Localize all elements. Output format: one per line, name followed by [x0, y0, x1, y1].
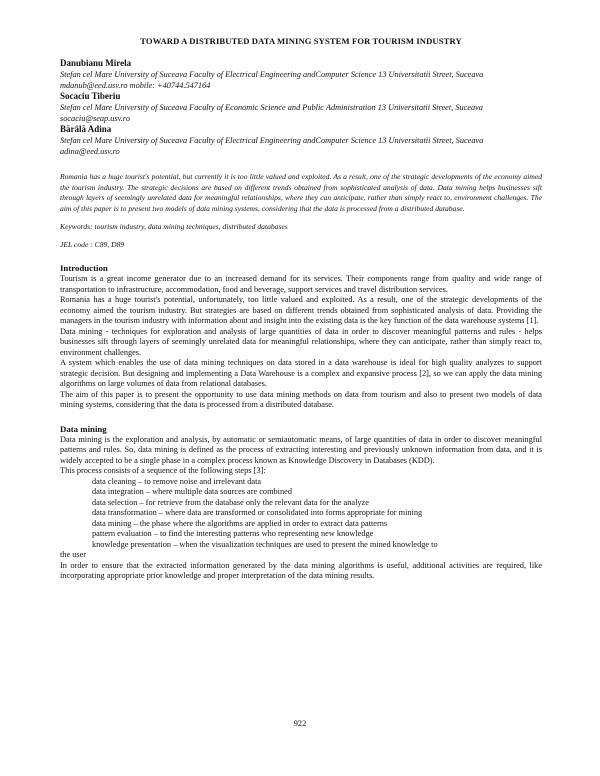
- list-item: pattern evaluation – to find the interesting patterns who representing new knowledge: [92, 529, 374, 539]
- keywords: Keywords: tourism industry, data mining techniques, distributed databases: [60, 222, 288, 232]
- author-affiliation-2: Stefan cel Mare University of Suceava Faculty of Economic Science and Public Administration 13 Universitatii Street, Suceava socaciu@seap.usv.ro: [60, 103, 483, 123]
- intro-paragraph: Tourism is a great income generator due to an increased demand for its services. Their components range from quality and wide range of transportation to infrastructure, accommodation, food and beverage, support services and travel distribution services.: [60, 274, 542, 294]
- kdd-steps-list: [60, 477, 542, 551]
- intro-paragraph: Data mining - techniques for exploration and analysis of large quantities of data in order to discover meaningful patterns and rules - helps businesses sift through layers of seemingly unrelated data for meaningful relationships, where they can anticipate, rather than simply react to, environment challenges.: [60, 326, 542, 357]
- introduction-heading: Introduction: [60, 263, 108, 274]
- author-block: [60, 58, 542, 157]
- list-item: data cleaning – to remove noise and irrelevant data: [92, 476, 262, 486]
- list-item: data selection – for retrieve from the database only the relevant data for the analyze: [92, 497, 369, 507]
- list-item: data integration – where multiple data sources are combined: [92, 487, 292, 497]
- intro-paragraph: A system which enables the use of data mining techniques on data stored in a data warehouse is ideal for high quality analyzes to support strategic decision. But designing and implementing a Data Warehouse is a complex and expansive process [2], so we can apply the data mining algorithms on large volumes of data from relational databases.: [60, 358, 542, 389]
- author-affiliation-1: Stefan cel Mare University of Suceava Faculty of Electrical Engineering andComputer Science 13 Universitatii Street, Suceava mdanub@eed.usv.ro mobile: +40744.547164: [60, 70, 484, 90]
- intro-paragraph: Romania has a huge tourist's potential, unfortunately, too little valued and exploited. As a result, one of the strategic developments of the economy aimed the tourism industry. But strategies are based on different trends obtained from sophisticated analysis of data. Providing the managers in the tourism industry with information about and insight into the existing data is the key function of the data warehouse systems [1].: [60, 295, 542, 326]
- data-mining-heading: Data mining: [60, 423, 107, 434]
- data-mining-closing: In order to ensure that the extracted information generated by the data mining algorithms is useful, additional activities are required, like incorporating appropriate prior knowledge and proper interpretation of the data mining results.: [60, 560, 542, 581]
- page-number: 922: [293, 719, 307, 728]
- author-name-2: Socaciu Tiberiu: [60, 91, 121, 101]
- jel-code: JEL code : C89, D89: [60, 240, 125, 250]
- author-name-3: Bărâlă Adina: [60, 124, 112, 134]
- data-mining-paragraph: Data mining is the exploration and analysis, by automatic or semiautomatic means, of large quantities of data in order to discover meaningful patterns and rules. So, data mining is defined as the process of extracting interesting and previously unknown information from data, and it is widely accepted to be a single phase in a complex process known as Knowledge Discovery in Databases (KDD).: [60, 434, 542, 465]
- intro-paragraph: The aim of this paper is to present the opportunity to use data mining methods on data from tourism and also to present two models of data mining systems, considering that the data is processed from a distributed database.: [60, 389, 542, 410]
- author-affiliation-3: Stefan cel Mare University of Suceava Faculty of Electrical Engineering andComputer Science 13 Universitatii Street, Suceava adina@eed.usv.ro: [60, 136, 484, 156]
- list-item: data transformation – where data are transformed or consolidated into forms appropriate for mining: [92, 508, 423, 518]
- data-mining-paragraph: This process consists of a sequence of the following steps [3]:: [60, 466, 266, 476]
- list-item: knowledge presentation – when the visualization techniques are used to present the mined knowledge to: [92, 539, 438, 549]
- list-item: data mining – the phase where the algorithms are applied in order to extract data patterns: [92, 518, 388, 528]
- author-name-1: Danubianu Mirela: [60, 58, 132, 68]
- list-item-continuation: the user: [60, 550, 87, 560]
- paper-page: [60, 36, 542, 582]
- paper-title: TOWARD A DISTRIBUTED DATA MINING SYSTEM FOR TOURISM INDUSTRY: [140, 36, 462, 46]
- abstract: Romania has a huge tourist's potential, but currently it is too little valued and exploited. As a result, one of the strategic developments of the economy aimed the tourism industry. The strategic decisions are based on different trends obtained from sophisticated analysis of data. Data mining helps businesses sift through layers of seemingly unrelated data for meaningful relationships, where they can anticipate, rather than simply react to, environment challenges. The aim of this paper is to present two models of data mining systems, considering that the data is processed from a distributed database.: [60, 172, 542, 213]
